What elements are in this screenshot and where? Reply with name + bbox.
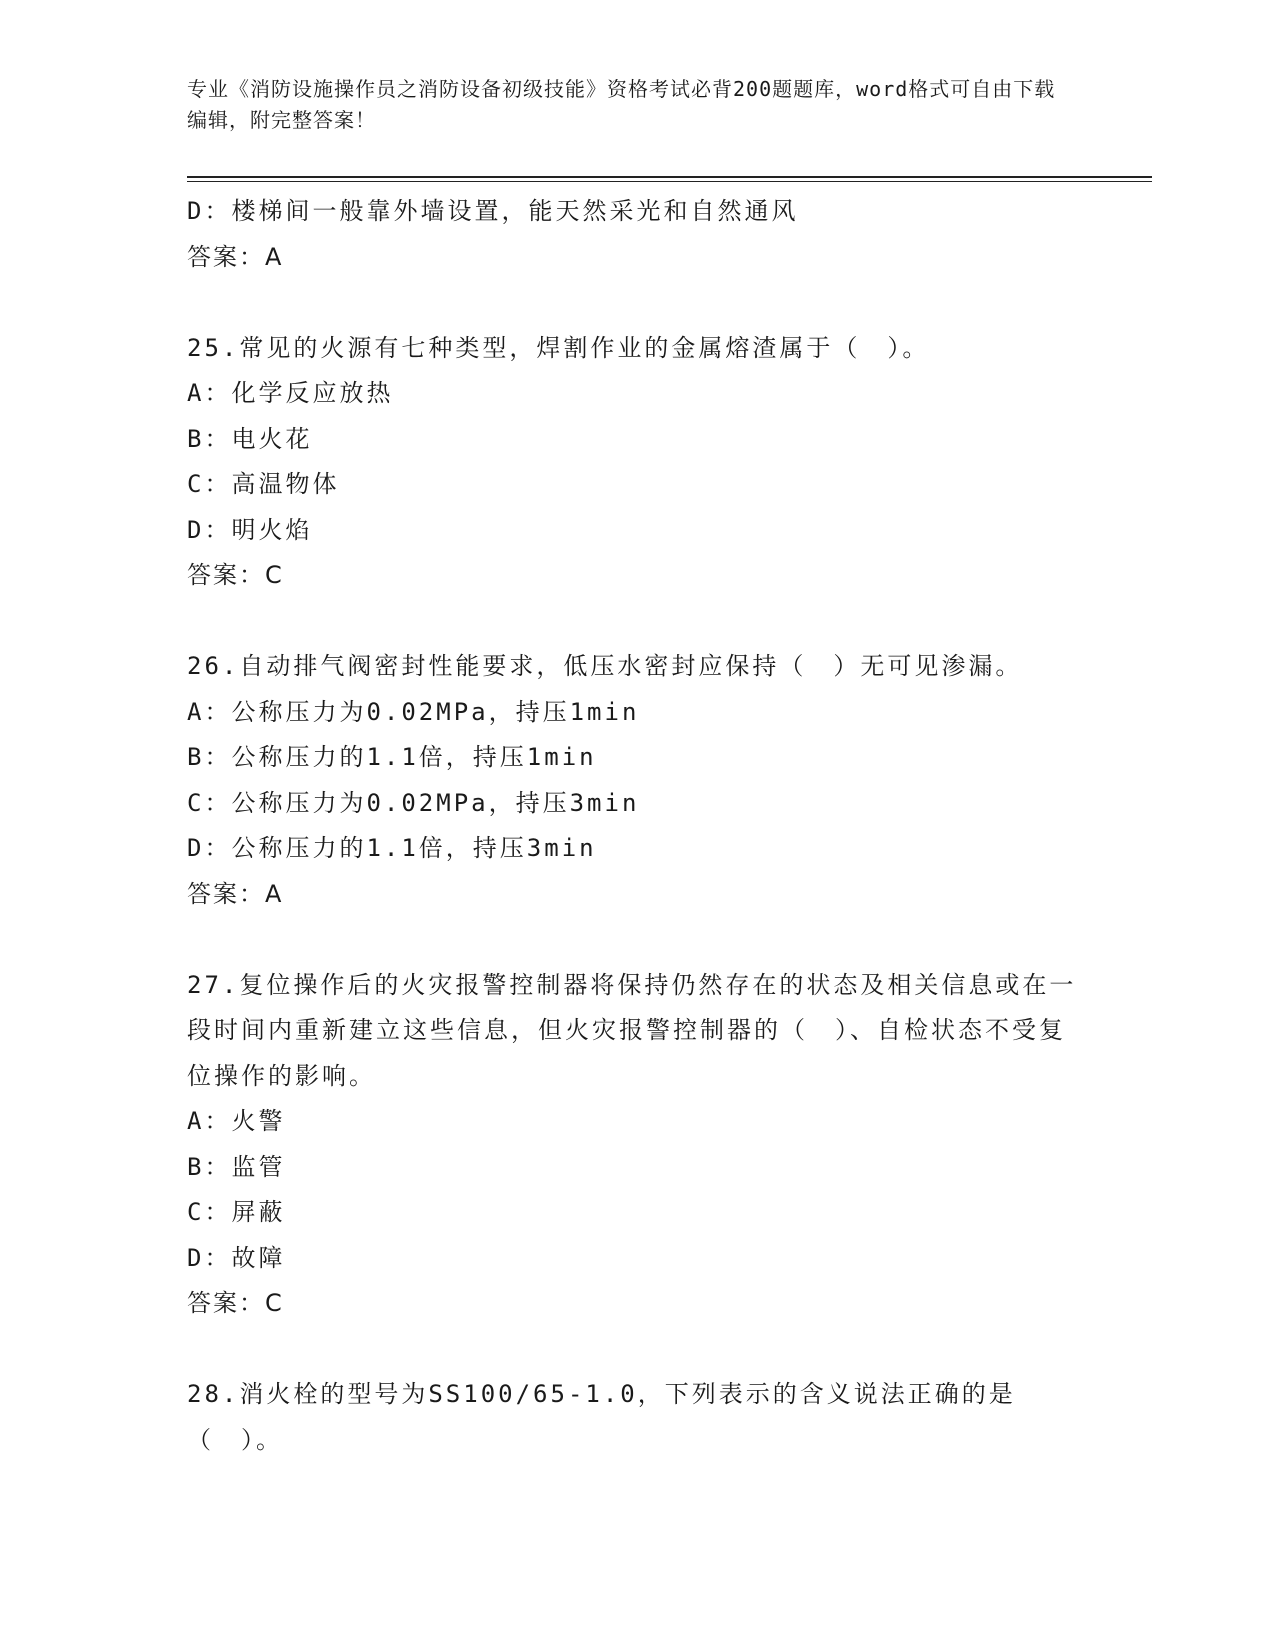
- header-text: 专业《消防设施操作员之消防设备初级技能》资格考试必背200题题库，word格式可自由下载编辑，附完整答案！: [187, 77, 1056, 132]
- question-stem: 25.常见的火源有七种类型，焊割作业的金属熔渣属于（ ）。: [187, 333, 930, 362]
- question-stem: 28.消火栓的型号为SS100/65-1.0，下列表示的含义说法正确的是（ ）。: [187, 1380, 1016, 1454]
- header-divider-thick: [187, 176, 1152, 178]
- answer-line: 答案：C: [187, 1289, 284, 1317]
- question-stem: 27.复位操作后的火灾报警控制器将保持仍然存在的状态及相关信息或在一段时间内重新建立这些信息，但火灾报警控制器的（ ）、自检状态不受复位操作的影响。: [187, 970, 1077, 1090]
- option-c: C：公称压力为0.02MPa，持压3min: [187, 788, 640, 817]
- spacer: [187, 917, 1087, 963]
- option-a: A：化学反应放热: [187, 379, 394, 407]
- question-24-tail: [187, 189, 1087, 280]
- spacer: [187, 280, 1087, 326]
- option-d: D：公称压力的1.1倍，持压3min: [187, 834, 597, 862]
- document-header: [187, 74, 1067, 136]
- option-a: A：公称压力为0.02MPa，持压1min: [187, 697, 640, 726]
- spacer: [187, 1327, 1087, 1373]
- option-d: D：明火焰: [187, 515, 313, 544]
- question-stem: 26.自动排气阀密封性能要求，低压水密封应保持（ ）无可见渗漏。: [187, 652, 1023, 680]
- answer-line: 答案：A: [187, 242, 284, 271]
- option-d: D：故障: [187, 1243, 286, 1272]
- question-25: [187, 326, 1087, 599]
- question-27: [187, 963, 1087, 1327]
- option-b: B：监管: [187, 1152, 286, 1181]
- answer-line: 答案：A: [187, 879, 284, 908]
- header-divider-thin: [187, 181, 1152, 182]
- question-26: [187, 644, 1087, 917]
- option-c: C：屏蔽: [187, 1198, 286, 1226]
- option-b: B：公称压力的1.1倍，持压1min: [187, 743, 597, 771]
- question-28: [187, 1372, 1087, 1463]
- option-d: D：楼梯间一般靠外墙设置，能天然采光和自然通风: [187, 197, 799, 225]
- answer-line: 答案：C: [187, 561, 284, 589]
- option-b: B：电火花: [187, 424, 313, 453]
- option-c: C：高温物体: [187, 470, 340, 498]
- question-list: [187, 189, 1087, 1463]
- spacer: [187, 599, 1087, 645]
- option-a: A：火警: [187, 1107, 286, 1135]
